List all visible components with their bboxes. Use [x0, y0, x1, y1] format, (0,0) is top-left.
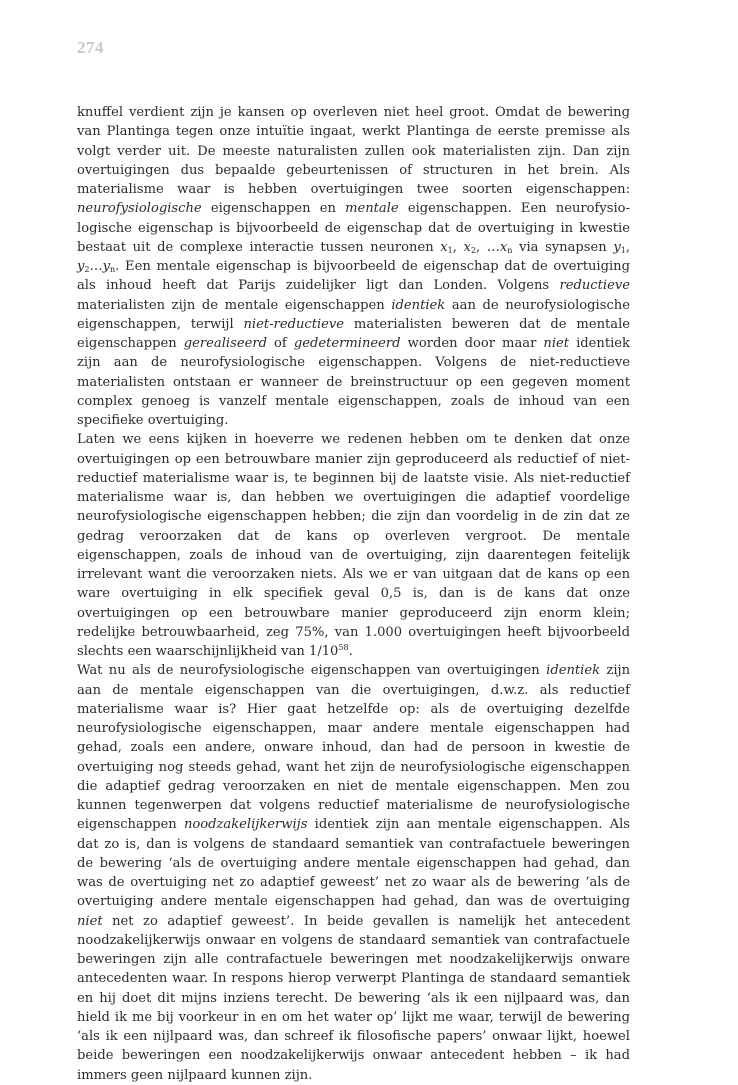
text-run: aan de neurofysiologische eigenschappen, terwijl: [77, 297, 630, 332]
italic-term: identiek: [546, 663, 601, 679]
text-run: .: [348, 644, 353, 659]
italic-term: niet: [543, 336, 570, 351]
italic-term: noodzakelijkerwijs: [183, 817, 308, 833]
math-subscript: 1: [447, 245, 453, 255]
math-variable: y: [613, 239, 621, 255]
math-subscript: n: [110, 265, 116, 274]
italic-term: gedetermineerd: [293, 336, 401, 351]
paragraph-1: knuffel verdient zijn je kansen op overleven niet heel groot. Omdat de bewering van Plantinga tegen onze intuïtie ingaat, werkt Plantinga de eerste premisse als volgt verder uit. De meeste naturalisten zullen ook materialisten zijn. Dan zijn overtuigingen dus bepaalde gebeurtenissen of structuren in het brein. Als materialisme waar is hebben overtuigingen twee soorten eigenschappen: neurofysiologische eigenschappen en mentale eigenschappen. Een neurofysiologische eigenschap is bijvoorbeeld de eigenschap dat de overtuiging in kwestie bestaat uit de complexe interactie tussen neuronen $x_1$, $x_2$, $\dots x_n$ via synapsen $y_1$, $y_2\dots y_n$. Een mentale eigenschap is bijvoorbeeld de eigenschap dat de overtuiging als inhoud heeft dat Parijs zuidelijker ligt dan Londen. Volgens reductieve materialisten zijn de mentale eigenschappen identiek aan de neurofysiologische eigenschappen, terwijl niet-reductieve materialisten beweren dat de mentale eigenschappen gerealiseerd of gedetermineerd worden door maar niet identiek zijn aan de neurofysiologische eigenschappen. Volgens de niet-reductieve materialisten ontstaan er wanneer de breinstructuur op een gegeven moment complex genoeg is vanzelf mentale eigenschappen, zoals de inhoud van een specifieke overtuiging.: [77, 105, 631, 428]
text-run: materialisten beweren dat de mentale eigenschappen: [77, 316, 631, 351]
italic-term: gerealiseerd: [183, 336, 267, 351]
text-run: worden door maar: [400, 336, 544, 351]
superscript-exponent: 58: [338, 643, 349, 652]
text-run: Laten we eens kijken in hoeverre we redenen hebben om te denken dat onze overtuigingen op een betrouwbare manier zijn geproduceerd als reductief of niet-reductief materialisme waar is, te beginnen bij de laatste visie. Als niet-reductief materialisme waar is, dan hebben we overtuigingen die adaptief voordelige neurofysiologische eigenschappen hebben; die zijn dan voordelig in de zin dat ze gedrag veroorzaken dat de kans op overleven vergroot. De mentale eigenschappen, zoals de inhoud van de overtuiging, zijn daarentegen feitelijk irrelevant want die veroorzaken niets. Als we er van uitgaan dat de kans op een ware overtuiging in elk specifiek geval 0,5 is, dan is de kans dat onze overtuigingen op een betrouwbare manier geproduceerd zijn enorm klein; redelijke betrouwbaarheid, zeg 75%, van 1.000 overtuigingen heeft bijvoorbeeld slechts een waarschijnlijkheid van 1/10: [77, 432, 630, 659]
italic-term: identiek: [391, 297, 446, 313]
math-variable: y: [77, 259, 85, 274]
math-variable: x: [440, 239, 448, 255]
body-text: [77, 103, 630, 1085]
text-run: net zo adaptief geweest’. In beide gevallen is namelijk het antecedent noodzakelijkerwijs onwaar en volgens de standaard semantiek van contrafactuele beweringen zijn alle contrafactuele beweringen met noodzakelijkerwijs onware antecedenten waar. In respons hierop verwerpt Plantinga de standaard semantiek en hij doet dit mijns inziens terecht. De bewering ‘als ik een nijlpaard was, dan hield ik me bij voorkeur in en om het water op’ lijkt me waar, terwijl de bewering ‘als ik een nijlpaard was, dan schreef ik filosofische papers’ onwaar lijkt, hoewel beide beweringen een noodzakelijkerwijs onwaar antecedent hebben – ik had immers geen nijlpaard kunnen zijn.: [77, 913, 630, 1083]
italic-term: neurofysiologische: [77, 201, 202, 217]
text-run: eigenschappen en: [201, 201, 346, 217]
text-run: eigenschappen. Een neurofysiologische eigenschap is bijvoorbeeld de eigenschap dat de overtuiging in kwestie bestaat uit de complexe interactie tussen neuronen: [77, 201, 631, 255]
math-variable: y: [102, 259, 110, 274]
math-subscript: 2: [84, 265, 90, 274]
math-variable: x: [499, 239, 508, 255]
text-run: via synapsen: [512, 239, 614, 255]
text-run: . Een mentale eigenschap is bijvoorbeeld de eigenschap dat de overtuiging als inhoud heeft dat Parijs zuidelijker ligt dan Londen. Volgens: [77, 259, 630, 294]
math-variable: x: [463, 239, 471, 255]
page-number: 274: [77, 38, 104, 57]
math-subscript: 1: [620, 245, 626, 255]
italic-term: reductieve: [559, 278, 630, 294]
paragraph-2: [77, 430, 630, 661]
text-run: identiek zijn aan de neurofysiologische eigenschappen. Volgens de niet-reductieve materialisten ontstaan er wanneer de breinstructuur op een gegeven moment complex genoeg is vanzelf mentale eigenschappen, zoals de inhoud van een specifieke overtuiging.: [77, 336, 630, 428]
italic-term: niet-reductieve: [243, 316, 345, 332]
text-run: Wat nu als de neurofysiologische eigenschappen van overtuigingen: [77, 663, 547, 679]
math-subscript: 2: [470, 245, 477, 255]
math-subscript: n: [507, 245, 513, 255]
text-run: of: [266, 336, 294, 351]
italic-term: niet: [77, 913, 103, 929]
italic-term: mentale: [345, 201, 399, 217]
text-run: zijn aan de mentale eigenschappen van die overtuigingen, d.w.z. als reductief materialisme waar is? Hier gaat hetzelfde op: als de overtuiging dezelfde neurofysiologische eigenschappen, maar andere mentale eigenschappen had gehad, zoals een andere, onware inhoud, dan had de persoon in kwestie de overtuiging nog steeds gehad, want het zijn de neurofysiologische eigenschappen die adaptief gedrag veroorzaken en niet de mentale eigenschappen. Men zou kunnen tegenwerpen dat volgens reductief materialisme de neurofysiologische eigenschappen: [77, 663, 630, 833]
text-run: materialisten zijn de mentale eigenschappen: [77, 297, 392, 313]
text-run: identiek zijn aan mentale eigenschappen. Als dat zo is, dan is volgens de standaard semantiek van contrafactuele beweringen de bewering ‘als de overtuiging andere mentale eigenschappen had gehad, dan was de overtuiging net zo adaptief geweest’ net zo waar als de bewering ‘als de overtuiging andere mentale eigenschappen had gehad, dan was de overtuiging: [77, 817, 630, 910]
text-run: knuffel verdient zijn je kansen op overleven niet heel groot. Omdat de bewering van Plantinga tegen onze intuïtie ingaat, werkt Plantinga de eerste premisse als volgt verder uit. De meeste naturalisten zullen ook materialisten zijn. Dan zijn overtuigingen dus bepaalde gebeurtenissen of structuren in het brein. Als materialisme waar is hebben overtuigingen twee soorten eigenschappen:: [77, 105, 630, 197]
paragraph-3: [77, 661, 630, 1085]
